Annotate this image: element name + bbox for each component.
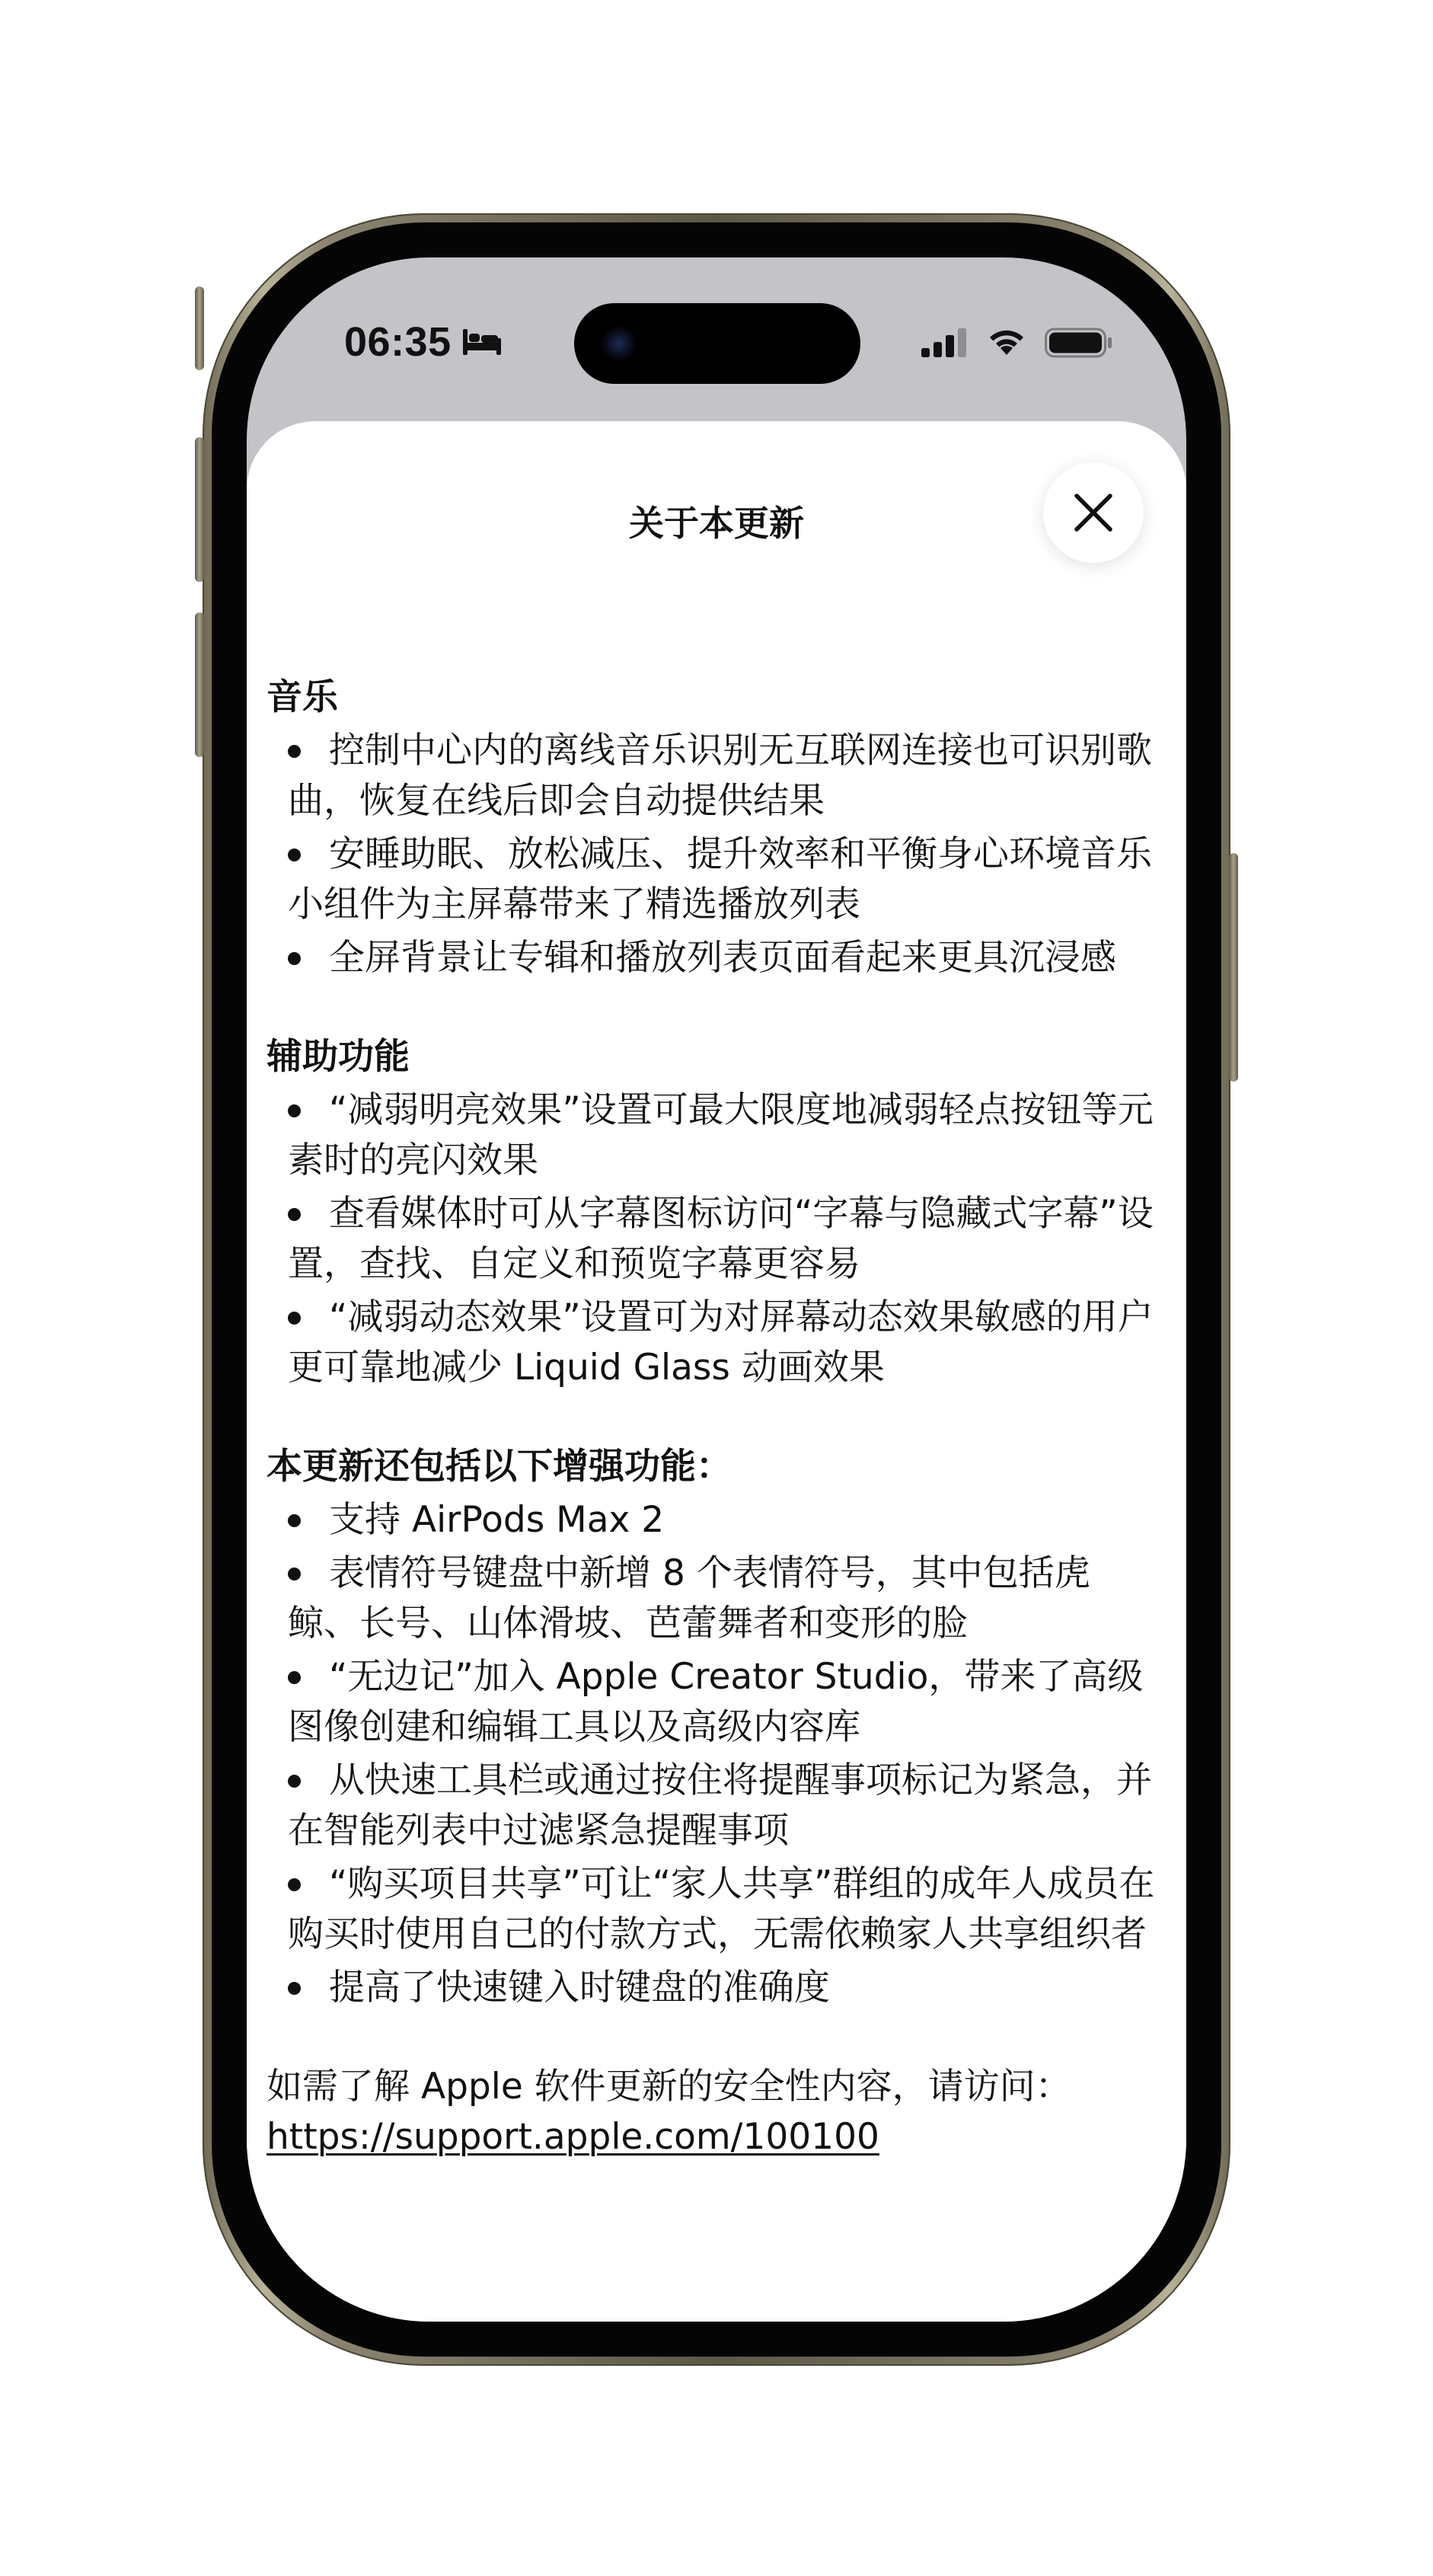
phone-screen (247, 257, 1186, 2322)
dynamic-island (574, 303, 860, 384)
security-info-text: 如需了解 Apple 软件更新的安全性内容，请访问： (266, 2066, 1071, 2108)
section-heading: 音乐 (266, 676, 338, 718)
status-icons (921, 328, 1113, 358)
bullet-list (266, 1495, 1157, 2013)
side-power-button (1229, 853, 1238, 1082)
section-heading: 辅助功能 (266, 1036, 410, 1078)
wifi-icon (985, 328, 1028, 358)
signal-icon (921, 328, 969, 357)
list-item: “购买项目共享”可让“家人共享”群组的成年人成员在购买时使用自己的付款方式，无需依赖家人共享组织者 (266, 1859, 1157, 1960)
security-footer (266, 2062, 1157, 2162)
list-item: 安睡助眠、放松减压、提升效率和平衡身心环境音乐小组件为主屏幕带来了精选播放列表 (266, 829, 1157, 930)
release-notes (266, 673, 1157, 2211)
bullet-list (266, 1085, 1157, 1393)
list-item: 支持 AirPods Max 2 (266, 1495, 1157, 1545)
sheet-title: 关于本更新 (629, 503, 804, 544)
bed-icon (461, 326, 503, 356)
section-heading: 本更新还包括以下增强功能： (266, 1446, 732, 1488)
security-info-link[interactable]: https://support.apple.com/100100 (266, 2116, 879, 2158)
list-item: “无边记”加入 Apple Creator Studio，带来了高级图像创建和编辑工具以及高级内容库 (266, 1652, 1157, 1753)
section-music (266, 673, 1157, 983)
phone-bezel (212, 222, 1221, 2357)
list-item: 查看媒体时可从字幕图标访问“字幕与隐藏式字幕”设置，查找、自定义和预览字幕更容易 (266, 1189, 1157, 1290)
bullet-list (266, 726, 1157, 983)
section-enhancements (266, 1442, 1157, 2013)
front-camera (602, 326, 637, 361)
section-accessibility (266, 1032, 1157, 1393)
battery-icon (1045, 328, 1113, 358)
list-item: 从快速工具栏或通过按住将提醒事项标记为紧急，并在智能列表中过滤紧急提醒事项 (266, 1756, 1157, 1856)
close-button[interactable] (1043, 462, 1144, 563)
list-item: 提高了快速键入时键盘的准确度 (266, 1963, 1157, 2013)
close-icon (1072, 491, 1115, 534)
list-item: 表情符号键盘中新增 8 个表情符号，其中包括虎鲸、长号、山体滑坡、芭蕾舞者和变形的脸 (266, 1548, 1157, 1649)
list-item: “减弱动态效果”设置可为对屏幕动态效果敏感的用户更可靠地减少 Liquid Glass 动画效果 (266, 1293, 1157, 1393)
list-item: 控制中心内的离线音乐识别无互联网连接也可识别歌曲，恢复在线后即会自动提供结果 (266, 726, 1157, 826)
phone-frame (203, 213, 1230, 2366)
volume-down-button (195, 612, 204, 757)
action-button (195, 286, 204, 370)
volume-up-button (195, 437, 204, 582)
list-item: “减弱明亮效果”设置可最大限度地减弱轻点按钮等元素时的亮闪效果 (266, 1085, 1157, 1186)
update-info-sheet (247, 421, 1186, 2322)
list-item: 全屏背景让专辑和播放列表页面看起来更具沉浸感 (266, 933, 1157, 983)
status-time: 06:35 (344, 319, 452, 365)
